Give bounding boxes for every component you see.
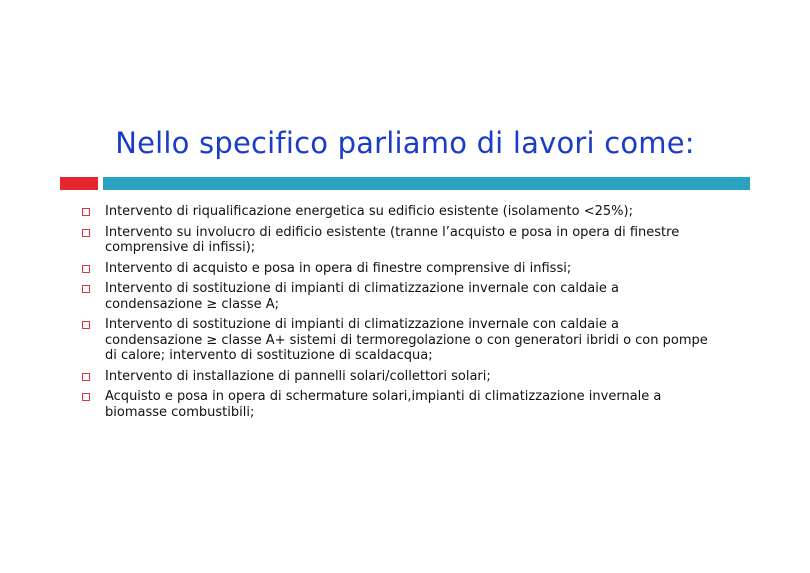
- bullet-text: Intervento di installazione di pannelli solari/collettori solari;: [105, 368, 491, 384]
- title-underline-blue-bar: [103, 177, 750, 190]
- bullet-item: [80, 261, 720, 277]
- bullet-text: Intervento di sostituzione di impianti di climatizzazione invernale con caldaie a condensazione ≥ classe A+ sistemi di termoregolazione o con generatori ibridi o con pompe di calore; intervento di sostituzione di scaldacqua;: [105, 317, 708, 363]
- bullet-item: [80, 317, 720, 364]
- hollow-square-icon: [82, 229, 90, 237]
- bullet-text: Intervento di sostituzione di impianti di climatizzazione invernale con caldaie a condensazione ≥ classe A;: [105, 281, 619, 312]
- bullet-text: Intervento di riqualificazione energetica su edificio esistente (isolamento <25%);: [105, 204, 633, 219]
- bullet-item: [80, 225, 720, 256]
- hollow-square-icon: [82, 208, 90, 216]
- bullet-list: [80, 204, 720, 425]
- hollow-square-icon: [82, 321, 90, 329]
- hollow-square-icon: [82, 265, 90, 273]
- slide-title: Nello specifico parliamo di lavori come:: [115, 126, 695, 160]
- hollow-square-icon: [82, 285, 90, 293]
- bullet-item: [80, 281, 720, 312]
- bullet-text: Intervento su involucro di edificio esistente (tranne l’acquisto e posa in opera di finestre comprensive di infissi);: [105, 224, 680, 255]
- bullet-item: [80, 389, 720, 420]
- hollow-square-icon: [82, 373, 90, 381]
- bullet-text: Acquisto e posa in opera di schermature solari,impianti di climatizzazione invernale a biomasse combustibili;: [105, 389, 662, 420]
- bullet-item: [80, 204, 720, 220]
- hollow-square-icon: [82, 393, 90, 401]
- bullet-item: [80, 369, 720, 385]
- bullet-text: Intervento di acquisto e posa in opera di finestre comprensive di infissi;: [105, 260, 572, 276]
- title-underline-red-bar: [60, 177, 98, 190]
